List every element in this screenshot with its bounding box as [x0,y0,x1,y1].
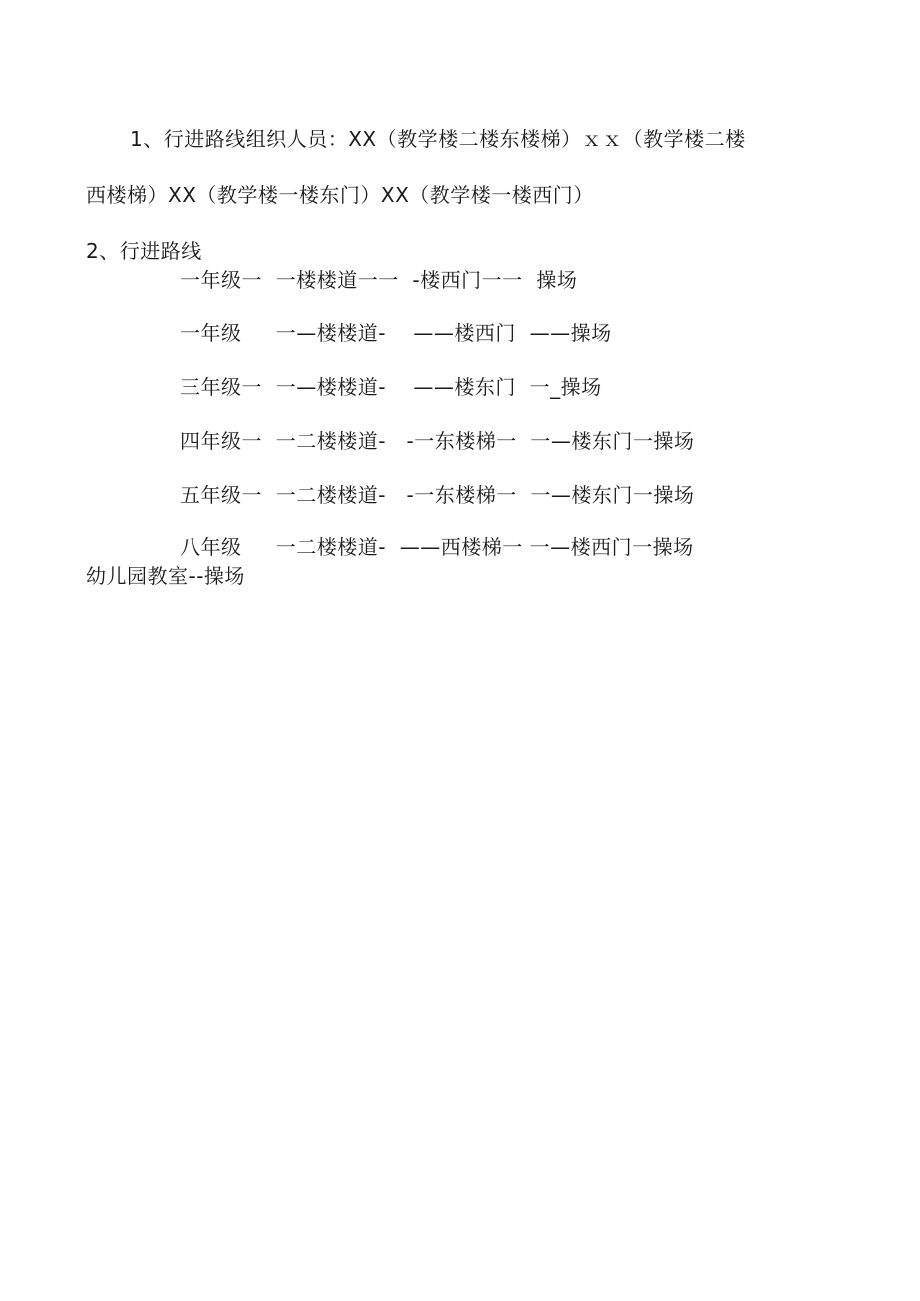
organizers-line-1: 1、行进路线组织人员：XX（教学楼二楼东楼梯）ｘｘ（教学楼二楼 [130,127,746,151]
route-grade-1b: 一年级 一—楼楼道- ——楼西门 ——操场 [180,321,612,345]
route-grade-8: 八年级 一二楼楼道- ——西楼梯一 一—楼西门一操场 [180,535,694,559]
route-grade-3: 三年级一 一—楼楼道- ——楼东门 一_操场 [180,375,602,399]
organizers-line-2: 西楼梯）XX（教学楼一楼东门）XX（教学楼一楼西门） [86,183,594,207]
route-grade-4: 四年级一 一二楼楼道- -一东楼梯一 一—楼东门一操场 [180,429,695,453]
route-grade-1a: 一年级一 一楼楼道一一 -楼西门一一 操场 [180,268,578,292]
routes-heading: 2、行进路线 [86,239,202,263]
kindergarten-route: 幼儿园教室--操场 [86,564,245,588]
route-grade-5: 五年级一 一二楼楼道- -一东楼梯一 一—楼东门一操场 [180,483,695,507]
